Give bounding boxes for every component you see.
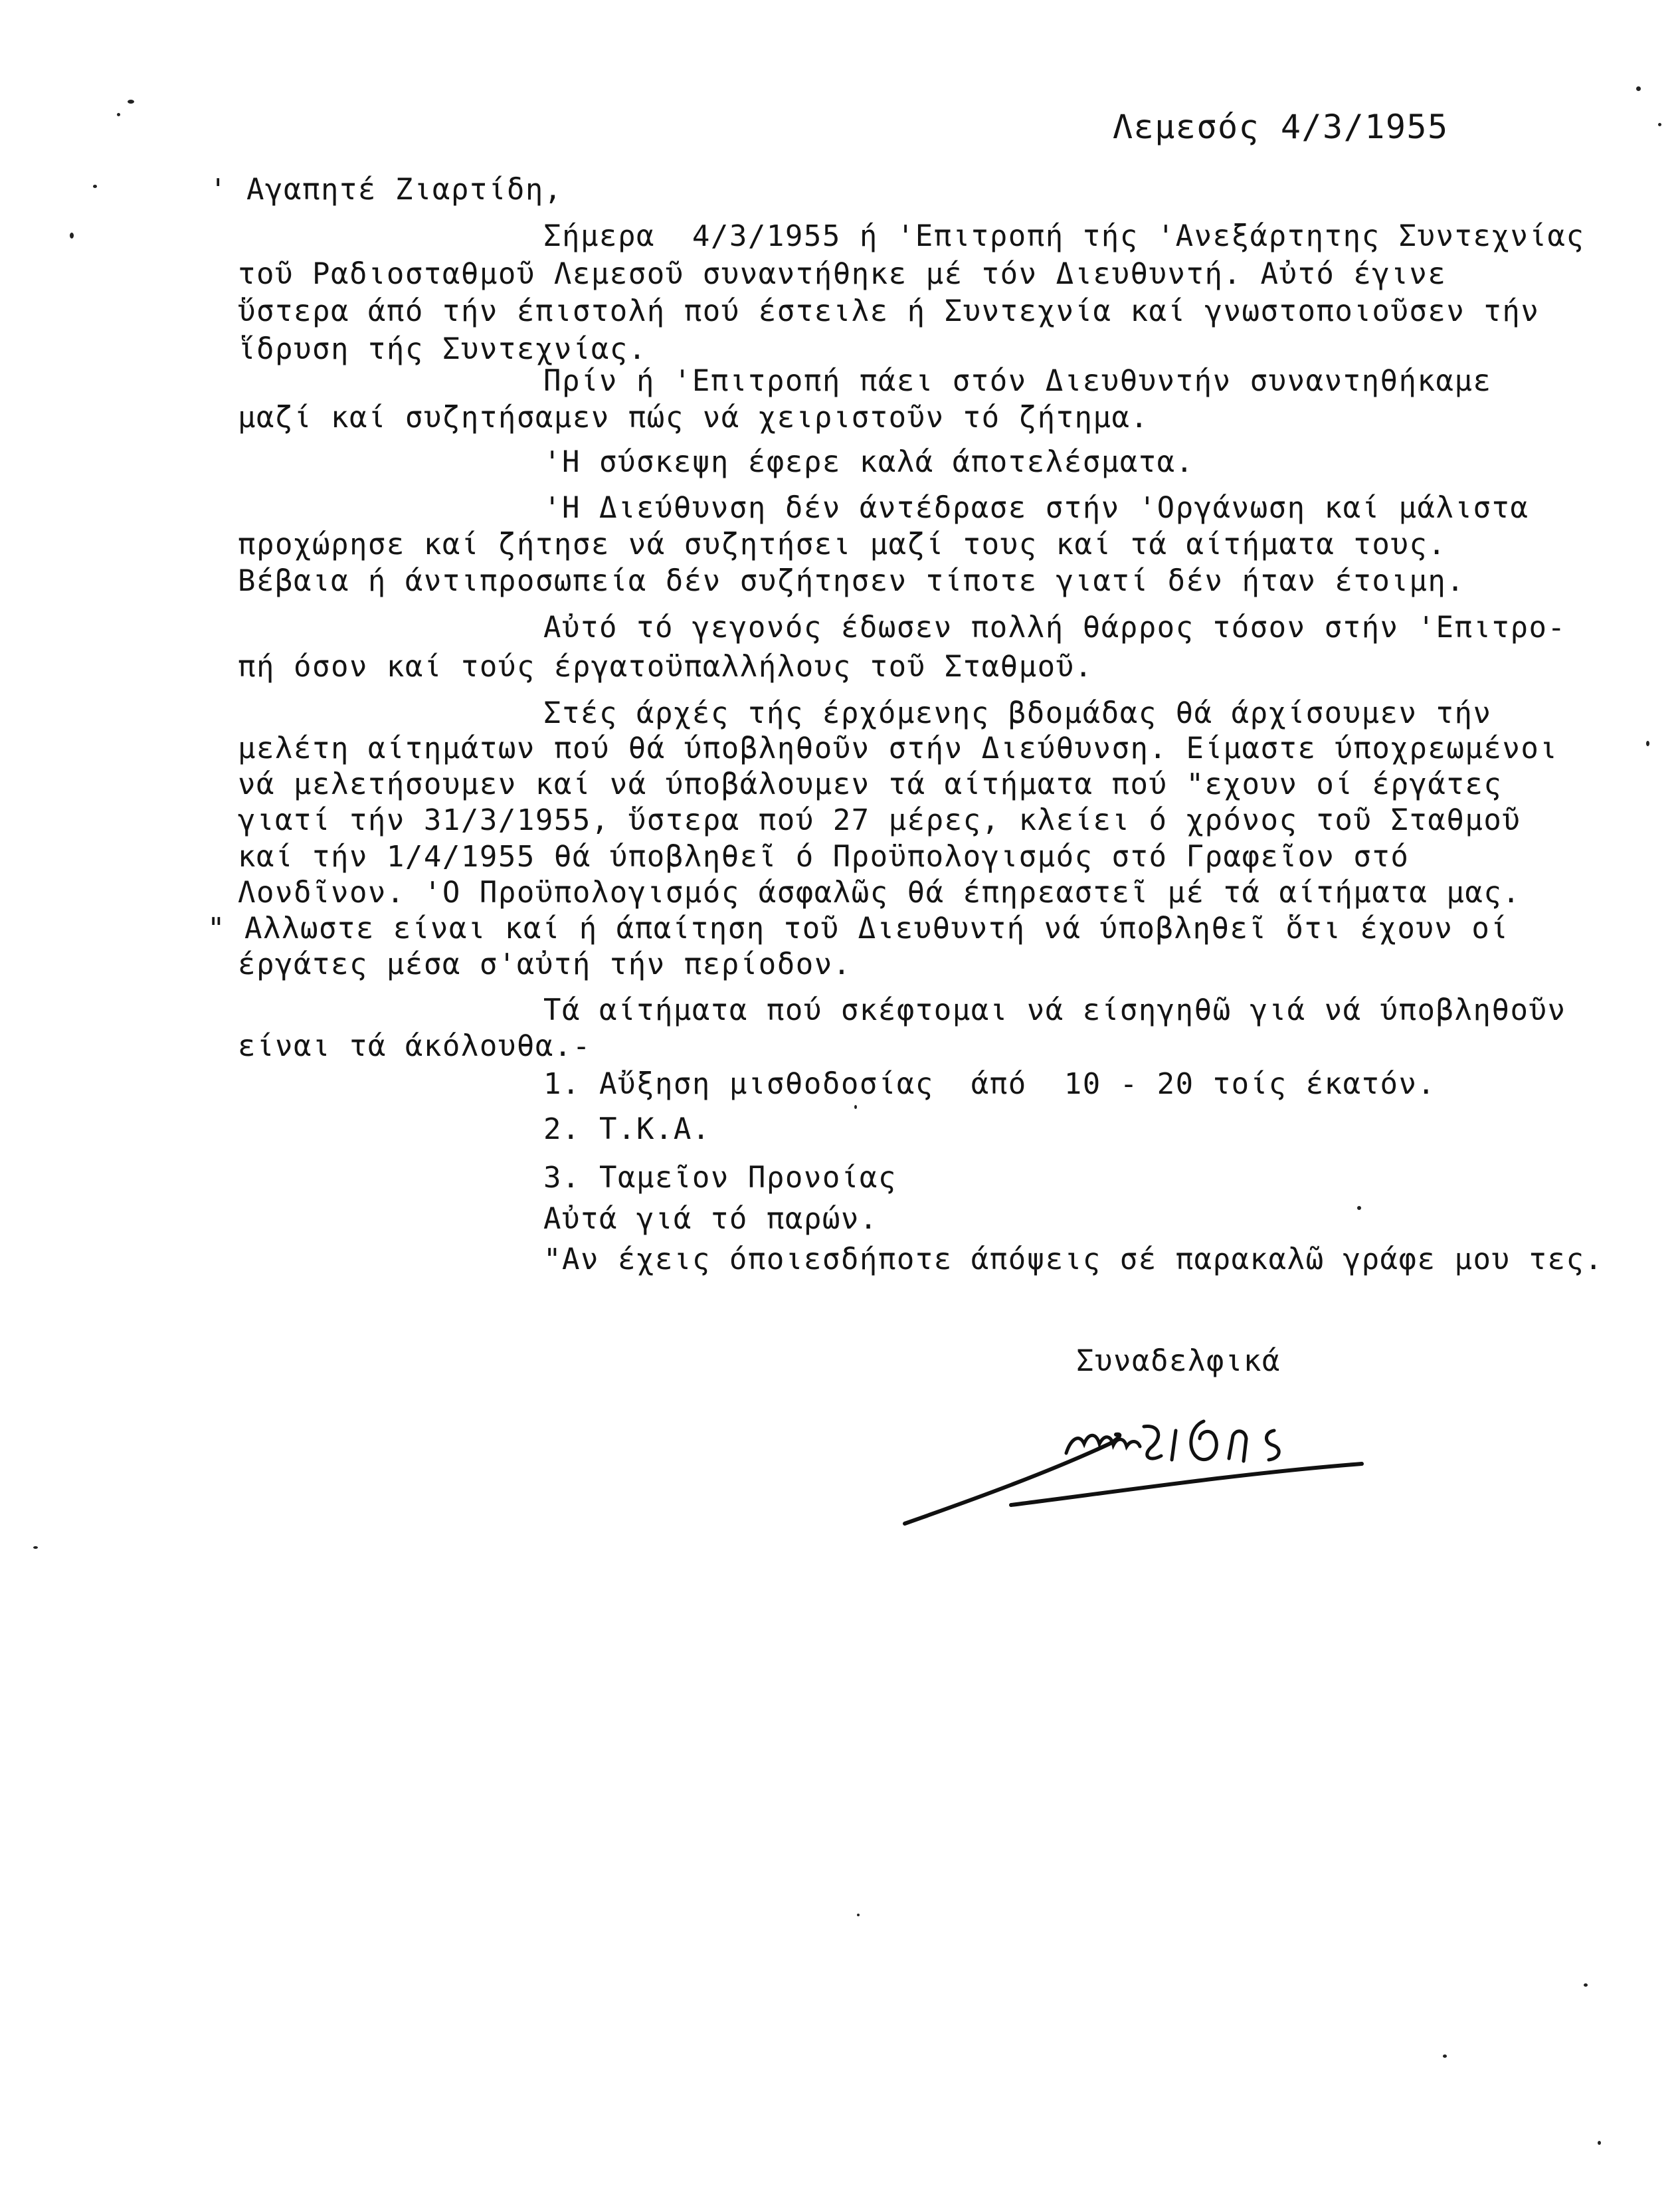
body-line: μελέτη αίτημάτων πού θά ύποβληθοῦν στήν Διεύθυνση. Είμαστε ύποχρεωμένοι [238, 732, 1558, 765]
body-line: είναι τά άκόλουθα.- [238, 1029, 591, 1063]
scan-speck [1598, 2141, 1601, 2145]
scan-speck [857, 1914, 860, 1916]
body-line: έργάτες μέσα σ'αὐτή τήν περίοδον. [238, 948, 852, 981]
closing: Συναδελφικά [1076, 1344, 1281, 1378]
scan-speck [1658, 123, 1661, 126]
handwritten-signature-icon [897, 1392, 1382, 1538]
body-line: "Αν έχεις όποιεσδήποτε άπόψεις σέ παρακαλῶ γράφε μου τες. [543, 1243, 1604, 1276]
body-line: ὕστερα άπό τήν έπιστολή πού έστειλε ή Συντεχνία καί γνωστοποιοῦσεν τήν [238, 294, 1540, 328]
body-line: " Αλλωστε είναι καί ή άπαίτηση τοῦ Διευθυντή νά ύποβληθεῖ ὅτι έχουν οί [207, 912, 1509, 946]
scan-speck [33, 1546, 38, 1549]
list-item: 1. Αὔξηση μισθοδοσίας άπό 10 - 20 τοίς έκατόν. [543, 1067, 1436, 1101]
body-line: Αὐτά γιά τό παρών. [543, 1202, 878, 1236]
body-line: Λονδῖνον. 'Ο Προϋπολογισμός άσφαλῶς θά έπηρεαστεῖ μέ τά αίτήματα μας. [238, 876, 1521, 910]
scan-speck [117, 113, 120, 116]
body-line: Στές άρχές τής έρχόμενης βδομάδας θά άρχίσουμεν τήν [543, 696, 1492, 730]
body-line: ἵδρυση τής Συντεχνίας. [238, 332, 647, 366]
scan-speck [128, 100, 134, 104]
scan-speck [854, 1105, 857, 1109]
scan-speck [1443, 2054, 1447, 2058]
letter-date: Λεμεσός 4/3/1955 [1113, 108, 1449, 146]
body-line: καί τήν 1/4/1955 θά ύποβληθεῖ ό Προϋπολογισμός στό Γραφεῖον στό [238, 840, 1410, 874]
body-line: Πρίν ή 'Επιτροπή πάει στόν Διευθυντήν συναντηθήκαμε [543, 364, 1492, 398]
scan-speck [93, 185, 97, 188]
body-line: 'Η Διεύθυνση δέν άντέδρασε στήν 'Οργάνωση καί μάλιστα [543, 491, 1529, 525]
body-line: Τά αίτήματα πού σκέφτομαι νά είσηγηθῶ γιά νά ύποβληθοῦν [543, 993, 1566, 1027]
list-item: 3. Ταμεῖον Προνοίας [543, 1161, 897, 1195]
body-line: Βέβαια ή άντιπροσωπεία δέν συζήτησεν τίποτε γιατί δέν ήταν έτοιμη. [238, 564, 1465, 598]
scan-speck [1646, 741, 1649, 746]
body-line: 'Η σύσκεψη έφερε καλά άποτελέσματα. [543, 445, 1194, 479]
body-line: νά μελετήσουμεν καί νά ύποβάλουμεν τά αίτήματα πού "εχουν οί έργάτες [238, 767, 1503, 801]
body-line: Σήμερα 4/3/1955 ή 'Επιτροπή τής 'Ανεξάρτητης Συντεχνίας [543, 219, 1585, 253]
body-line: προχώρησε καί ζήτησε νά συζητήσει μαζί τους καί τά αίτήματα τους. [238, 528, 1447, 561]
scan-speck [1636, 86, 1641, 91]
scan-speck [1357, 1206, 1361, 1210]
scan-speck [1584, 1983, 1588, 1987]
scan-speck [70, 233, 74, 239]
list-item: 2. Τ.Κ.Α. [543, 1112, 711, 1146]
body-line: τοῦ Ραδιοσταθμοῦ Λεμεσοῦ συναντήθηκε μέ τόν Διευθυντή. Αὐτό έγινε [238, 257, 1447, 291]
body-line: γιατί τήν 31/3/1955, ὕστερα πού 27 μέρες, κλείει ό χρόνος τοῦ Σταθμοῦ [238, 803, 1521, 837]
letter-salutation: ' Αγαπητέ Ζιαρτίδη, [209, 173, 563, 207]
body-line: πή όσον καί τούς έργατοϋπαλλήλους τοῦ Σταθμοῦ. [238, 650, 1093, 684]
body-line: Αὐτό τό γεγονός έδωσεν πολλή θάρρος τόσον στήν 'Επιτρο- [543, 611, 1566, 645]
body-line: μαζί καί συζητήσαμεν πώς νά χειριστοῦν τό ζήτημα. [238, 401, 1149, 435]
